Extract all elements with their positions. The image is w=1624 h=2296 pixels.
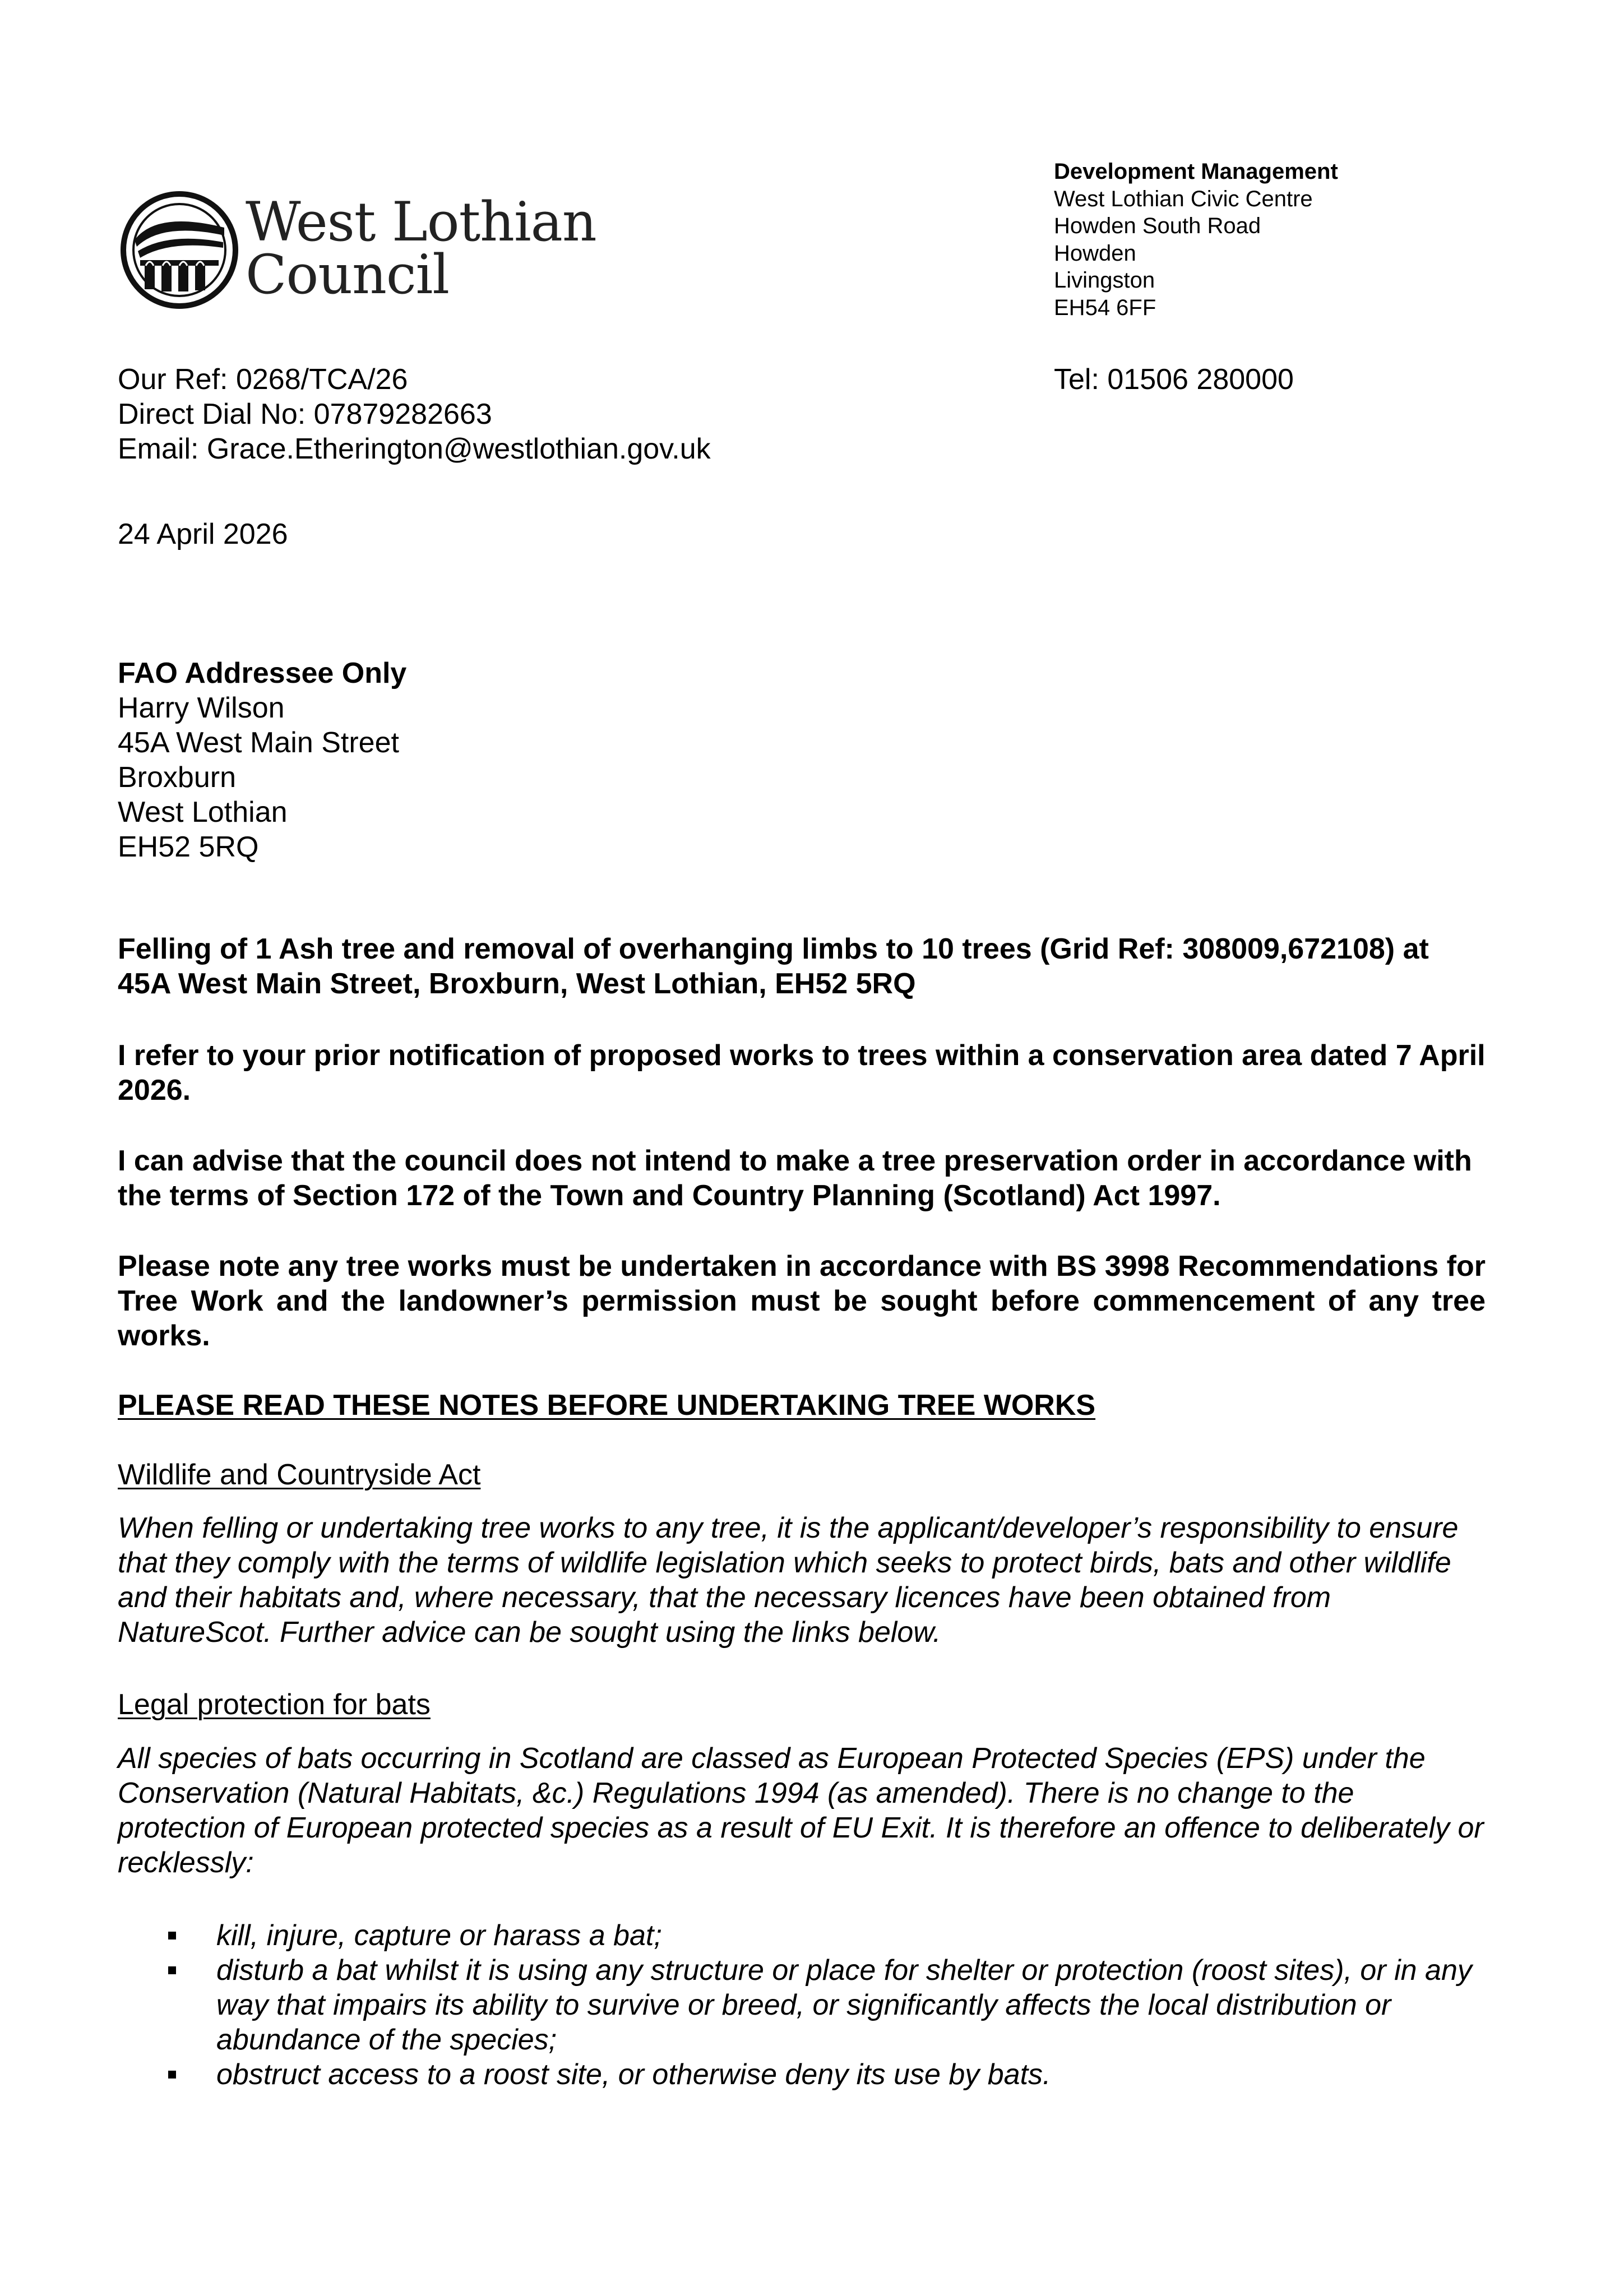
logo-line-1: West Lothian bbox=[246, 191, 596, 253]
wildlife-act-text: When felling or undertaking tree works to any tree, it is the applicant/developer’s responsibility to ensure that they comply with the terms of wildlife legislation which seeks to protect birds, bats and other wildlife and their habitats and, where necessary, that the necessary licences have been obtained from NatureScot. Further advice can be sought using the links below. bbox=[118, 1512, 1459, 1649]
list-item: disturb a bat whilst it is using any structure or place for shelter or protection (roost sites), or in any way that impairs its ability to survive or breed, or significantly affects the local distribution or abundance of the species; bbox=[118, 1953, 1486, 2057]
letter-subject: Felling of 1 Ash tree and removal of overhanging limbs to 10 trees (Grid Ref: 308009,672108) at 45A West Main Street, Broxburn, West Lothian, EH52 5RQ bbox=[118, 933, 1429, 1000]
west-lothian-crest-icon bbox=[118, 188, 241, 312]
addressee-line: 45A West Main Street bbox=[118, 726, 399, 759]
council-logo bbox=[118, 188, 596, 317]
list-item: obstruct access to a roost site, or otherwise deny its use by bats. bbox=[118, 2057, 1486, 2092]
paragraph-tpo-decision: I can advise that the council does not intend to make a tree preservation order in accordance with the terms of Section 172 of the Town and Country Planning (Scotland) Act 1997. bbox=[118, 1145, 1472, 1212]
wildlife-act-heading: Wildlife and Countryside Act bbox=[118, 1459, 481, 1491]
direct-dial: Direct Dial No: 07879282663 bbox=[118, 398, 492, 430]
telephone: Tel: 01506 280000 bbox=[1054, 363, 1294, 396]
address-line: West Lothian Civic Centre bbox=[1054, 186, 1313, 211]
bats-protection-text: All species of bats occurring in Scotland are classed as European Protected Species (EPS) under the Conservation (Natural Habitats, &c.) Regulations 1994 (as amended). There is no change to the protection of European protected species as a result of EU Exit. It is therefore an offence to deliberately or recklessly: bbox=[118, 1742, 1484, 1879]
addressee-line: EH52 5RQ bbox=[118, 831, 259, 863]
logo-line-2: Council bbox=[246, 243, 450, 306]
email: Email: Grace.Etherington@westlothian.gov.uk bbox=[118, 433, 711, 465]
paragraph-prior-notification: I refer to your prior notification of proposed works to trees within a conservation area dated 7 April 2026. bbox=[118, 1039, 1486, 1107]
department-name: Development Management bbox=[1054, 159, 1338, 184]
address-line: Howden bbox=[1054, 240, 1136, 266]
addressee-line: West Lothian bbox=[118, 796, 288, 828]
sender-address-block bbox=[1054, 158, 1558, 321]
address-line: Livingston bbox=[1054, 268, 1155, 293]
bullet-icon bbox=[168, 2071, 176, 2079]
bullet-icon bbox=[168, 1966, 176, 1974]
address-line: Howden South Road bbox=[1054, 214, 1261, 238]
offence-list bbox=[118, 1918, 1486, 2092]
list-item: kill, injure, capture or harass a bat; bbox=[118, 1918, 1486, 1953]
fao-line: FAO Addressee Only bbox=[118, 657, 407, 689]
bullet-icon bbox=[168, 1932, 176, 1939]
addressee-line: Broxburn bbox=[118, 761, 236, 794]
notes-heading: PLEASE READ THESE NOTES BEFORE UNDERTAKING TREE WORKS bbox=[118, 1389, 1096, 1422]
bats-protection-heading: Legal protection for bats bbox=[118, 1688, 431, 1721]
paragraph-tree-works-note: Please note any tree works must be undertaken in accordance with BS 3998 Recommendations for Tree Work and the landowner’s permission must be sought before commencement of any tree works. bbox=[118, 1250, 1486, 1352]
address-line: EH54 6FF bbox=[1054, 295, 1156, 320]
reference-block bbox=[118, 362, 959, 466]
addressee-line: Harry Wilson bbox=[118, 692, 285, 724]
letter-date: 24 April 2026 bbox=[118, 518, 288, 550]
addressee-block bbox=[118, 656, 959, 864]
our-ref: Our Ref: 0268/TCA/26 bbox=[118, 363, 408, 396]
